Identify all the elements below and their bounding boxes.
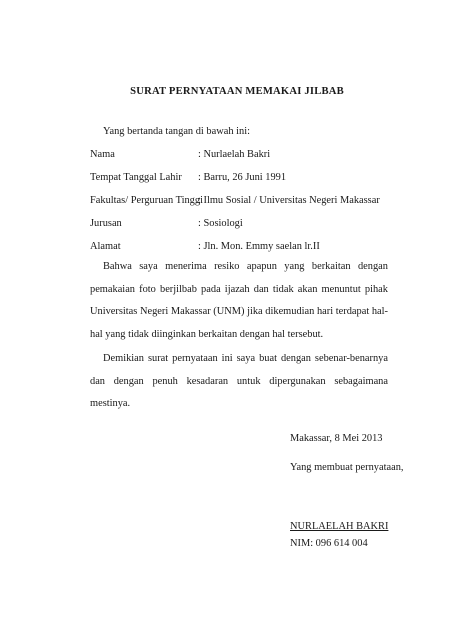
field-value: : Ilmu Sosial / Universitas Negeri Makassar [198, 195, 380, 206]
field-value: : Nurlaelah Bakri [198, 149, 271, 160]
signatory-label: Yang membuat pernyataan, [290, 462, 404, 473]
field-label: Tempat Tanggal Lahir [90, 172, 182, 183]
signer-nim: NIM: 096 614 004 [290, 538, 368, 549]
intro-text: Yang bertanda tangan di bawah ini: [103, 126, 250, 137]
field-label: Fakultas/ Perguruan Tinggi [90, 195, 203, 206]
letter-title: SURAT PERNYATAAN MEMAKAI JILBAB [130, 86, 344, 97]
signer-name: NURLAELAH BAKRI [290, 521, 389, 532]
field-label: Alamat [90, 241, 121, 252]
field-label: Jurusan [90, 218, 122, 229]
place-date: Makassar, 8 Mei 2013 [290, 433, 383, 444]
field-value: : Jln. Mon. Emmy saelan lr.II [198, 241, 320, 252]
paragraph-closing: Demikian surat pernyataan ini saya buat dengan sebenar-benarnya dan dengan penuh kesadaran untuk dipergunakan sebagaimana mestinya. [90, 353, 388, 409]
field-value: : Sosiologi [198, 218, 243, 229]
field-value: : Barru, 26 Juni 1991 [198, 172, 287, 183]
paragraph-statement: Bahwa saya menerima resiko apapun yang berkaitan dengan pemakaian foto berjilbab pada ijazah dan tidak akan menuntut pihak Universitas Negeri Makassar (UNM) jika dikemudian hari terdapat hal-hal yang tidak diinginkan berkaitan dengan hal tersebut. [90, 261, 388, 340]
field-label: Nama [90, 149, 115, 160]
